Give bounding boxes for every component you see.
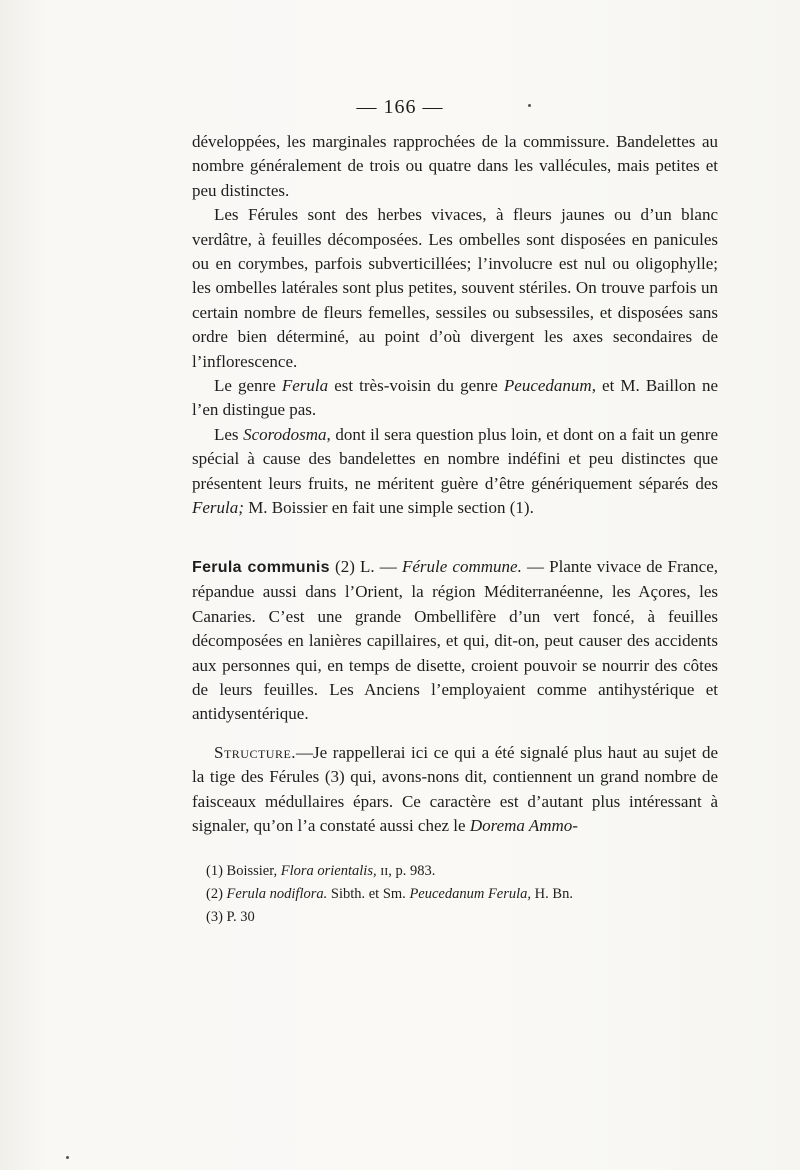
- paragraph-scorodosma: [192, 423, 718, 521]
- taxon-name: Ferula;: [192, 498, 244, 518]
- text-run: (2): [206, 886, 227, 902]
- paper-speck: [66, 1156, 69, 1159]
- text-run: (2) L. —: [329, 557, 402, 576]
- text-run: Sibth. et Sm.: [327, 886, 410, 902]
- taxon-name: Ferula: [281, 376, 329, 396]
- footnotes: [206, 860, 726, 929]
- section-label: Structure.: [214, 743, 297, 762]
- text-run: — Plante vivace de France, répandue aussi dans l’Orient, la région Méditerranéenne, les Açores, les Canaries. C’est une grande Ombellifère d’un vert foncé, à feuilles décomposées en lanières capillaires, et qui, dit-on, peut causer des accidents aux personnes qui, en temps de disette, croient pouvoir se nourrir des côtes de leurs feuilles. Les Anciens l’employaient comme antihystérique et antidysentérique.: [192, 557, 719, 724]
- paragraph-ferules-description: Les Férules sont des herbes vivaces, à fleurs jaunes ou d’un blanc verdâtre, à feuilles décomposées. Les ombelles sont disposées en panicules ou en corymbes, parfois subverticillées; l’involucre est nul ou oligophylle; les ombelles latérales sont plus petites, souvent stériles. On trouve parfois un certain nombre de fleurs femelles, sessiles ou subsessiles, et disposées sans ordre bien déterminé, au point d’où divergent les axes secondaires de l’inflorescence.: [192, 205, 718, 371]
- taxon-name: Peucedanum: [503, 376, 592, 396]
- paragraph-structure: [192, 741, 718, 839]
- taxon-name: Ferula nodiflora.: [226, 886, 328, 902]
- paragraph-ferula-communis: [192, 555, 718, 727]
- text-run: ɪɪ, p. 983.: [376, 863, 436, 879]
- taxon-name: Dorema Ammo-: [469, 816, 578, 836]
- text-run: H. Bn.: [531, 886, 573, 902]
- text-block-structure: [192, 741, 718, 839]
- text-run: Le genre: [214, 376, 282, 396]
- page-number: — 166 —: [356, 96, 444, 118]
- footnote-1: [206, 860, 726, 883]
- footnote-3: (3) P. 30: [206, 909, 255, 925]
- paragraph-genre-ferula: [192, 374, 718, 423]
- text-run: est très-voisin du genre: [328, 376, 504, 396]
- text-block-genus: [192, 130, 718, 521]
- text-run: , dont il sera question plus loin, et dont on a fait un genre spécial à cause des bandelettes en nombre indéfini et peu distinctes que présentent leurs fruits, ne méritent guère d’être génériquement séparés des: [192, 424, 718, 493]
- paper-speck: [528, 104, 531, 107]
- text-run: , et M. Baillon ne l’en distingue pas.: [192, 376, 719, 420]
- text-run: (1) Boissier,: [206, 863, 281, 879]
- citation-title: Flora orientalis,: [280, 863, 377, 879]
- footnote-2: [206, 883, 726, 906]
- common-name: Férule commune.: [401, 557, 522, 576]
- taxon-name: Scorodosma: [243, 424, 327, 444]
- text-run: Les: [214, 424, 244, 444]
- taxon-name: Peucedanum Ferula,: [409, 886, 532, 902]
- paragraph-commissure: développées, les marginales rapprochées de la commissure. Bandelettes au nombre généralement de trois ou quatre dans les vallécules, mais petites et peu distinctes.: [192, 132, 718, 200]
- text-run: —Je rappellerai ici ce qui a été signalé plus haut au sujet de la tige des Férules (3) qui, avons-nons dit, contiennent un grand nombre de faisceaux médullaires épars. Ce caractère est d’autant plus intéressant à signaler, qu’on l’a constaté aussi chez le: [192, 743, 718, 836]
- text-block-ferula-communis: [192, 555, 718, 727]
- text-run: M. Boissier en fait une simple section (1).: [243, 498, 534, 518]
- species-heading: Ferula communis: [192, 559, 330, 576]
